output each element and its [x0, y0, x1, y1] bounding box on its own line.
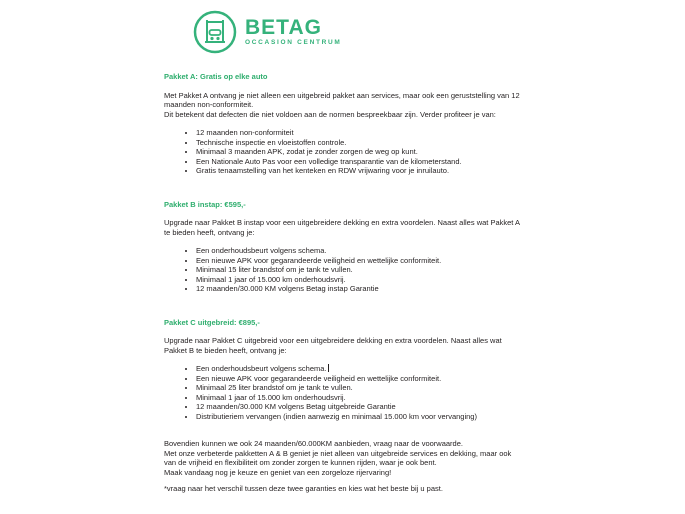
bullet-item: • Minimaal 1 jaar of 15.000 km onderhoudsvrij.	[196, 275, 521, 285]
text-caret	[328, 364, 329, 372]
logo-text	[245, 17, 342, 47]
package-a-intro: Met Pakket A ontvang je niet alleen een uitgebreid pakket aan services, maar ook een geruststelling van 12 maanden non-conformiteit.	[164, 90, 520, 109]
bullet-item	[196, 364, 521, 374]
package-a-section	[164, 72, 521, 176]
closing-text	[164, 439, 521, 477]
car-lift-icon	[192, 9, 238, 55]
bullet-item: • Een Nationale Auto Pas voor een volledige transparantie van de kilometerstand.	[196, 157, 521, 167]
package-c-section	[164, 318, 521, 422]
document-page	[164, 0, 521, 494]
bullet-item: • 12 maanden non-conformiteit	[196, 128, 521, 138]
brand-subtitle: OCCASION CENTRUM	[245, 39, 342, 46]
bullet-item: • 12 maanden/30.000 KM volgens Betag instap Garantie	[196, 284, 521, 294]
package-b-intro: Upgrade naar Pakket B instap voor een uitgebreidere dekking en extra voordelen. Naast alles wat Pakket A te bieden heeft, ontvang je:	[164, 218, 520, 237]
bullet-text: Een onderhoudsbeurt volgens schema.	[196, 364, 327, 373]
bullet-item: • Een nieuwe APK voor gegarandeerde veiligheid en wettelijke conformiteit.	[196, 374, 521, 384]
bullet-item: • Technische inspectie en vloeistoffen controle.	[196, 138, 521, 148]
closing-paragraph: Maak vandaag nog je keuze en geniet van een zorgeloze rijervaring!	[164, 467, 392, 477]
bullet-item: • Minimaal 25 liter brandstof om je tank te vullen.	[196, 383, 521, 393]
bullet-item: • Distributieriem vervangen (indien aanwezig en minimaal 15.000 km voor vervanging)	[196, 412, 521, 422]
package-c-heading: Pakket C uitgebreid: €895,-	[164, 317, 260, 327]
bullet-item: • 12 maanden/30.000 KM volgens Betag uitgebreide Garantie	[196, 402, 521, 412]
package-c-intro: Upgrade naar Pakket C uitgebreid voor een uitgebreidere dekking en extra voordelen. Naast alles wat Pakket B te bieden heeft, ontvang je:	[164, 336, 502, 355]
bullet-item: • Gratis tenaamstelling van het kenteken en RDW vrijwaring voor je inruilauto.	[196, 166, 521, 176]
closing-paragraph: Bovendien kunnen we ook 24 maanden/60.000KM aanbieden, vraag naar de voorwaarde.	[164, 439, 463, 448]
package-c-bullets	[164, 364, 521, 421]
bullet-item: • Minimaal 3 maanden APK, zodat je zonder zorgen de weg op kunt.	[196, 147, 521, 157]
closing-paragraph: Met onze verbeterde pakketten A & B geniet je niet alleen van uitgebreide services en dekking, maar ook van de vrijheid en flexibiliteit om zonder zorgen te kunnen rijden, waar je ook bent.	[164, 448, 512, 467]
package-a-bullets	[164, 128, 521, 176]
package-a-heading: Pakket A: Gratis op elke auto	[164, 72, 268, 81]
package-b-bullets	[164, 246, 521, 294]
package-a-intro-2: Dit betekent dat defecten die niet voldoen aan de normen bespreekbaar zijn. Verder profiteer je van:	[164, 109, 496, 119]
package-b-section	[164, 200, 521, 294]
brand-name: BETAG	[245, 16, 322, 39]
bullet-item: • Minimaal 1 jaar of 15.000 km onderhoudsvrij.	[196, 393, 521, 403]
package-b-heading: Pakket B instap: €595,-	[164, 199, 246, 209]
footnote: *vraag naar het verschil tussen deze twee garanties en kies wat het beste bij u past.	[164, 484, 443, 493]
bullet-item: • Een nieuwe APK voor gegarandeerde veiligheid en wettelijke conformiteit.	[196, 256, 521, 266]
bullet-item: • Een onderhoudsbeurt volgens schema.	[196, 246, 521, 256]
bullet-item: • Minimaal 15 liter brandstof om je tank te vullen.	[196, 265, 521, 275]
betag-logo	[192, 8, 521, 56]
